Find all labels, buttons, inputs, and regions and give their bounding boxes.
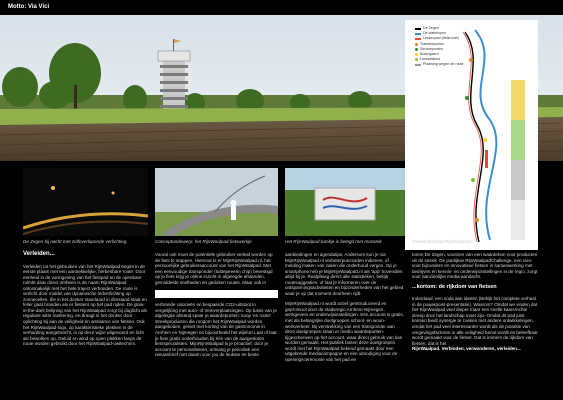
paragraph: verbrande calorieën en bespaarde CO2-uitstoot in vergelijking met auto- of treinverplaatsingen. Op basis van je afgelegde afstand spaar je waardepunten: koop 'en route' streekproducten die rondom het RijnWaalpad worden aangeboden, geniet met korting van de gastronomie in Arnhem en Nijmegen en bijvoorbeeld het wijsfort.Laat of laat je fiets gratis onderhouden bij één van de aangesloten fietsspecialisten. MijnRijnWaalpad is je proactief: door je account te personaliseren, ontvang je periodiek een nieuwsbrief met daarin voor jou de leukste en beste (155, 302, 277, 358)
paragraph: Inderdaad, een soda aan ideeën (Bekijk het complete verhaal in de powerpoint-presentatie). Waarom? Omdat we vinden dat het RijnWaalpad veel dieper maar een snelle kaarsrechte streep door het landschap moet zijn. Omdat dit pad juist kansen biedt synergie te zoeken met andere ontwikkelingen, omdat het pad veel interessanter wordt als de polaritie van omgevingsfactoren in alle veiligheid benut wordt en beleefbaar wordt gemaakt voor de fietser. Dat is immers de rijkdom van fietsen, dat is het (412, 296, 538, 346)
closing-line: RijnWaalpad. Verbinden, verwonderen, verleiden... (412, 346, 521, 352)
legend-label: Leesstations (420, 57, 441, 62)
legend-label: Transferpunten (420, 41, 445, 46)
section-heading-verleiden: Verleiden... (23, 251, 55, 257)
paragraph: Vooral ook moet de potentiële gebruiker verleid worden op de fiets te stappen. Hiervoor is er MijnRijnWaalpad.nl, het persoonlijke gebruikersaccount van het RijnWaalpad. Met een eenvoudige transponder (tuittepeeerin chip) bevestigd op je fiets krijg je online inzicht in afgelegde afstanden, gemiddelde snelheden en gedoken routes. Maar ook in (155, 252, 273, 285)
caption-bench-photo: Het RijnWaalpad-bankje is belegd met mozaïek. (285, 239, 383, 244)
paragraph: tonen De Zegen, voorzien van een waardebon voor producten uit de streek. De jaarlijkse RijnWaalpadChallenge, een race voor bijzondere en innovatieve fietsen in samenwerking met bedrijven en kennis- en onderwijsinstellingen in de regio, zorgt voor aanzienlijke media-aandacht. (412, 252, 538, 280)
legend-dot-icon (415, 53, 418, 56)
legend-label: Servicepunten (420, 46, 443, 51)
concept-photo (155, 168, 278, 236)
map-band (511, 200, 525, 240)
paragraph: aanbiedingen en agendatips. Andersom kun je via MijnRijnWaalpad.nl verbeterpunctoiden indienen, of melding maken van zaken die onderhoud vergen. Op je smartphone heb je MijnRijnWaalpad.nl als 'app' bovendien altijd bij je. Realpfeiag direct alle statistieken, bekijk routesuggesties, of laat je informeren over de ontspanningsactiviteiten en bijzonderheden van het gebied waar je op dat moment doorheen rijdt. (285, 252, 404, 296)
map-band (511, 80, 525, 120)
legend-line-icon (415, 64, 421, 66)
section-heading-kortom: ...kortom: de rijkdom van fietsen (412, 283, 497, 290)
legend-line-icon (415, 33, 421, 35)
legend-label: Plaatsing wegen de route (423, 62, 464, 67)
text-column-4 (412, 252, 540, 357)
text-column-3 (285, 252, 405, 367)
legend-label: De Zegen (423, 26, 439, 30)
motto-text: Motto: Via Vici (8, 4, 50, 10)
map-band (511, 160, 525, 200)
night-photo (23, 168, 148, 236)
legend-line-icon (415, 28, 421, 30)
legend-line-icon (415, 38, 421, 40)
route-map (405, 20, 538, 250)
paragraph: MijnRijnWaalpad.nl wordt actief geïntroduceerd en gepromoot door de stadsregio Arnhem-Nijmegen, werkgevers en onderwijsinstellingen. Een account is gratis, met als belangrijke doelgroepen school- en woon-werkverkeer. Bij verstrekking van een transponder aan deze doelgroepen staan er medio waardepunten-tijgescheneen op het account, waar direct gebruik van kan worden gemaakt. Het publiek buiten deze doelgroepen wordt met het RijnWaalpad bekend gemaakt door een uitgebreide mediacampagne en een uitnodiging voor de openingsceremonie van het pad en (285, 301, 404, 362)
map-legend (415, 26, 464, 68)
text-column-1 (23, 252, 148, 352)
bench-photo (285, 168, 405, 236)
caption-night-photo: De Zegen bij nacht met zelfoverlopende verlichting. (23, 239, 128, 244)
legend-item (415, 62, 464, 67)
text-column-2 (155, 252, 278, 363)
legend-dot-icon (415, 58, 418, 61)
legend-label: De waterlopen (423, 31, 447, 36)
legend-label: Boomgaard (420, 52, 439, 57)
legend-dot-icon (415, 43, 418, 46)
inline-screenshot (155, 290, 278, 298)
legend-label: Leskenpad (fietsroute) (423, 36, 459, 41)
caption-map: Overzichtskaart RijnWaalpad (412, 239, 472, 244)
legend-dot-icon (415, 48, 418, 51)
paragraph: Verleiden tot het gebruiken van het RijnWaalpad begint in de eerste plaats met een aantrekkelijke, herkenbare route. Door eenheid in de vormgeving van het fietspad en de openbare ruimte daar direct omheen is de naam RijnWaalpad onlosmakelijk met het hele traject verbonden. De route is verlicht door middel van dynamische ledverlichting op zonnecellen, die in het donker standaard in dimstand staat en feller gaat branden als er fietsers op het pad rijden. De glow-in-the-dark belijning van het RijnWaalpad zorgt bij daglicht als regulaire witte markering, en draagt in het donker door oplichting bij aan de veiligheid en ambiance van fietsen. Ook het RijnWaalpad-logo, op karakteristieke plekken in de verharding aangebracht, is op deze wijze uitgevoerd en licht als bewolken op. Geluid en wind op open plekken langs de route worden gebruikt door het RijnWaalpad-uwitechnm. (23, 263, 147, 347)
caption-concept-photo: Conceptondewerp: het RijnWaalpad-fietswerkje (155, 239, 252, 244)
map-band (511, 120, 525, 160)
